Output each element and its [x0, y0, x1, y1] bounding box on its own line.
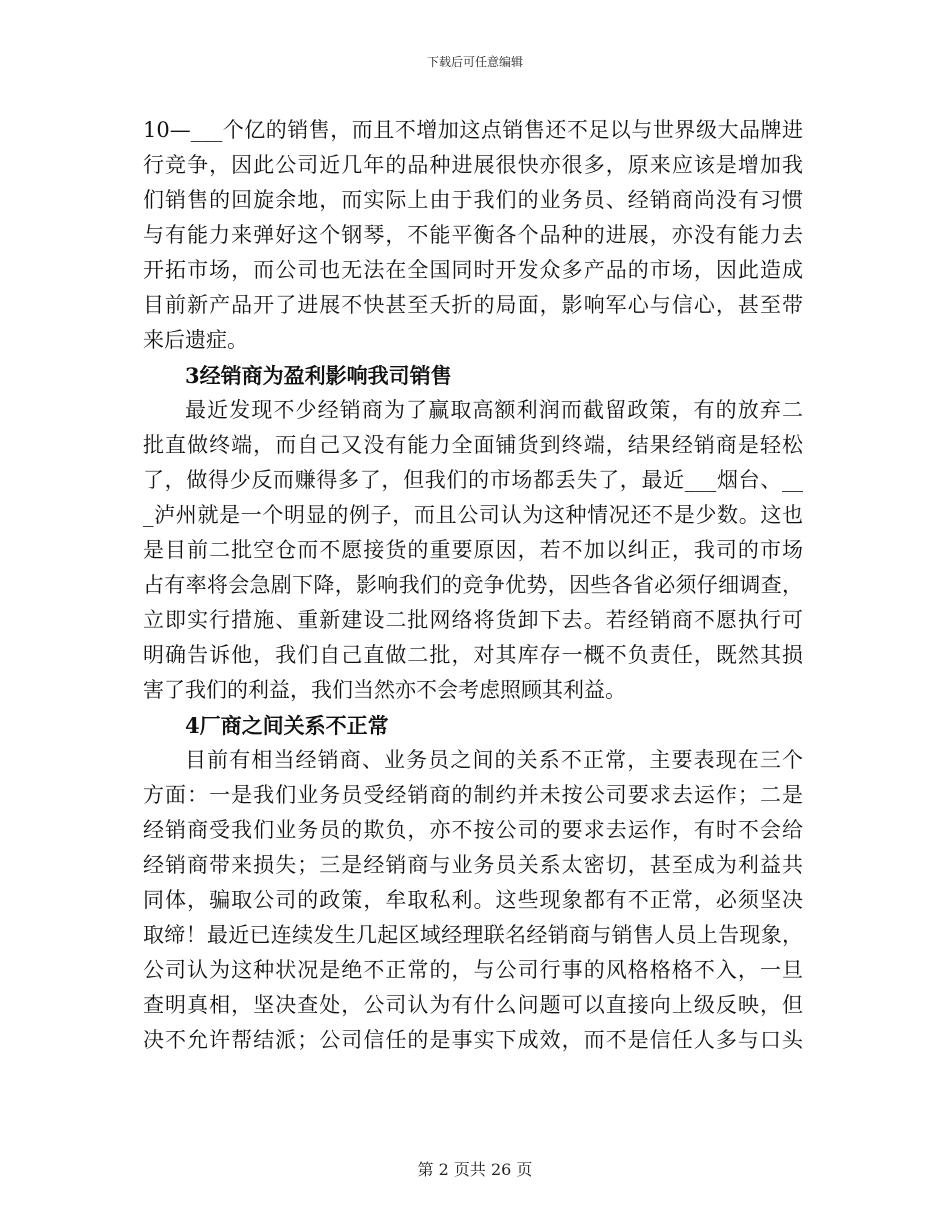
section-heading: 3经销商为盈利影响我司销售 — [185, 363, 452, 388]
text-line: 害了我们的利益，我们当然亦不会考虑照顾其利益。 — [143, 678, 626, 702]
text-line: 占有率将会急剧下降，影响我们的竞争优势，因些各省必须仔细调查， — [143, 573, 803, 597]
text-line: 明确告诉他，我们自己直做二批，对其库存一概不负责任，既然其损 — [143, 643, 803, 667]
text-line: 同体，骗取公司的政策，牟取私利。这些现象都有不正常，必须坚决 — [143, 888, 803, 912]
section-vendor-relations — [143, 708, 803, 1058]
text-line: 是目前二批空仓而不愿接货的重要原因，若不加以纠正，我司的市场 — [143, 538, 803, 562]
page-header: 下载后可任意编辑 — [426, 55, 523, 69]
paragraph — [143, 113, 803, 358]
text-line: 公司认为这种状况是绝不正常的，与公司行事的风格格格不入，一旦 — [143, 958, 803, 982]
text-line: 最近发现不少经销商为了赢取高额利润而截留政策，有的放弃二 — [185, 398, 803, 422]
text-line: 目前新产品开了进展不快甚至夭折的局面，影响军心与信心，甚至带 — [143, 293, 803, 317]
text-line: 与有能力来弹好这个钢琴，不能平衡各个品种的进展，亦没有能力去 — [143, 223, 803, 247]
text-line: 经销商带来损失；三是经销商与业务员关系太密切，甚至成为利益共 — [143, 853, 803, 877]
text-line: 方面：一是我们业务员受经销商的制约并未按公司要求去运作；二是 — [143, 783, 803, 807]
text-line: 批直做终端，而自己又没有能力全面铺货到终端，结果经销商是轻松 — [143, 433, 803, 457]
text-line: _泸州就是一个明显的例子，而且公司认为这种情况还不是少数。这也 — [143, 503, 803, 527]
text-line: 查明真相，坚决查处，公司认为有什么问题可以直接向上级反映，但 — [143, 993, 803, 1017]
text-line: 们销售的回旋余地，而实际上由于我们的业务员、经销商尚没有习惯 — [143, 188, 803, 212]
text-line: 决不允许帮结派；公司信任的是事实下成效，而不是信任人多与口头 — [143, 1028, 803, 1052]
text-line: 行竞争，因此公司近几年的品种进展很快亦很多，原来应该是增加我 — [143, 153, 803, 177]
text-line: 目前有相当经销商、业务员之间的关系不正常，主要表现在三个 — [185, 748, 803, 772]
text-line: 开拓市场，而公司也无法在全国同时开发众多产品的市场，因此造成 — [143, 258, 803, 282]
text-line: 立即实行措施、重新建设二批网络将货卸下去。若经销商不愿执行可 — [143, 608, 803, 632]
section-heading: 4厂商之间关系不正常 — [185, 713, 389, 738]
document-body — [143, 113, 803, 1058]
text-line: 了，做得少反而赚得多了，但我们的市场都丢失了，最近___烟台、__ — [143, 468, 803, 492]
page-footer: 第 2 页共 26 页 — [417, 1160, 533, 1179]
paragraph — [143, 393, 803, 708]
text-line: 10—___个亿的销售，而且不增加这点销售还不足以与世界级大品牌进 — [143, 118, 803, 142]
text-line: 取缔！最近已连续发生几起区域经理联名经销商与销售人员上告现象， — [143, 923, 803, 947]
paragraph — [143, 743, 803, 1058]
section-intro — [143, 113, 803, 358]
section-dealer-profit — [143, 358, 803, 708]
text-line: 经销商受我们业务员的欺负，亦不按公司的要求去运作，有时不会给 — [143, 818, 803, 842]
text-line: 来后遗症。 — [143, 328, 248, 352]
